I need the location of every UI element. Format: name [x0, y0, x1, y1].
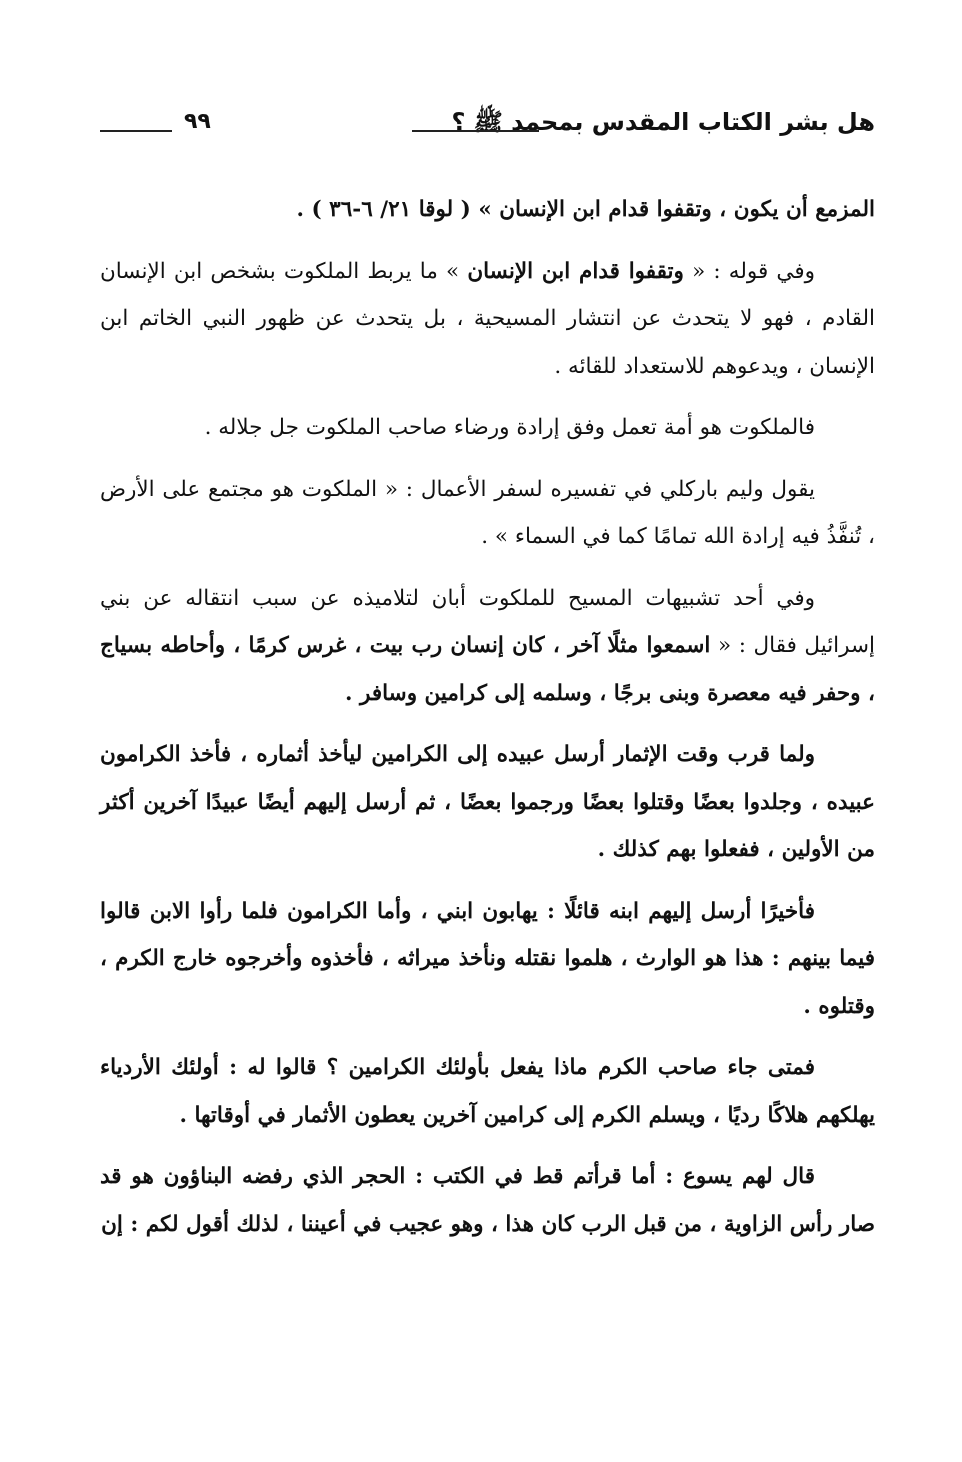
page-number: ٩٩ — [184, 109, 211, 134]
paragraph-7: فأخيرًا أرسل إليهم ابنه قائلًا : يهابون ابني ، وأما الكرامون فلما رأوا الابن قالوا فيما بينهم : هذا هو الوارث ، هلموا نقتله ونأخذ ميراثه ، فأخذوه وأخرجوه خارج الكرم ، وقتلوه . — [100, 898, 875, 1019]
paragraph-4: يقول وليم باركلي في تفسيره لسفر الأعمال : « الملكوت هو مجتمع على الأرض ، تُنفَّذُ فيه إرادة الله تمامًا كما في السماء » . — [100, 476, 875, 549]
paragraph-9: قال لهم يسوع : أما قرأتم قط في الكتب : الحجر الذي رفضه البناؤون هو قد صار رأس الزاوية ، من قبل الرب كان هذا ، وهو عجيب في أعيننا ، لذلك أقول لكم : إن — [100, 1164, 875, 1237]
paragraph-8: فمتى جاء صاحب الكرم ماذا يفعل بأولئك الكرامين ؟ قالوا له : أولئك الأردياء يهلكهم هلاكًا رديًا ، ويسلم الكرم إلى كرامين آخرين يعطون الأثمار في أوقاتها . — [100, 1055, 875, 1128]
header-rule-end — [100, 130, 172, 132]
paragraph-3: فالملكوت هو أمة تعمل وفق إرادة ورضاء صاحب الملكوت جل جلاله . — [204, 415, 815, 440]
paragraph-2-lead: وفي قوله : « — [683, 258, 815, 284]
running-title: هل بشر الكتاب المقدس بمحمد ﷺ ؟ — [451, 108, 875, 136]
page-body — [100, 186, 875, 1262]
paragraph-6: ولما قرب وقت الإثمار أرسل عبيده إلى الكرامين ليأخذ أثماره ، فأخذ الكرامون عبيده ، وجلدوا بعضًا وقتلوا بعضًا ورجموا بعضًا ، ثم أرسل إليهم أيضًا عبيدًا آخرين أكثر من الأولين ، ففعلوا بهم كذلك . — [100, 742, 875, 862]
paragraph-5-lead: وفي أحد تشبيهات المسيح للملكوت أبان لتلاميذه عن سبب انتقاله عن بني إسرائيل فقال : « — [100, 585, 876, 658]
paragraph-5 — [100, 575, 875, 718]
header-rule — [412, 130, 539, 132]
paragraph-2-rest: » ما يربط الملكوت بشخص ابن الإنسان القادم ، فهو لا يتحدث عن انتشار المسيحية ، بل يتحدث عن ظهور النبي الخاتم ابن الإنسان ، ويدعوهم للاستعداد للقائه . — [100, 258, 875, 379]
page-header — [100, 103, 875, 149]
paragraph-5-quote: اسمعوا مثلًا آخر ، كان إنسان رب بيت ، غرس كرمًا ، وأحاطه بسياج ، وحفر فيه معصرة وبنى برجًا ، وسلمه إلى كرامين وسافر . — [100, 633, 875, 706]
paragraph-2 — [100, 248, 875, 391]
paragraph-1: المزمع أن يكون ، وتقفوا قدام ابن الإنسان » ( لوقا ٢١/ ٦-٣٦ ) . — [296, 197, 875, 222]
paragraph-2-quote: وتقفوا قدام ابن الإنسان — [467, 258, 684, 284]
